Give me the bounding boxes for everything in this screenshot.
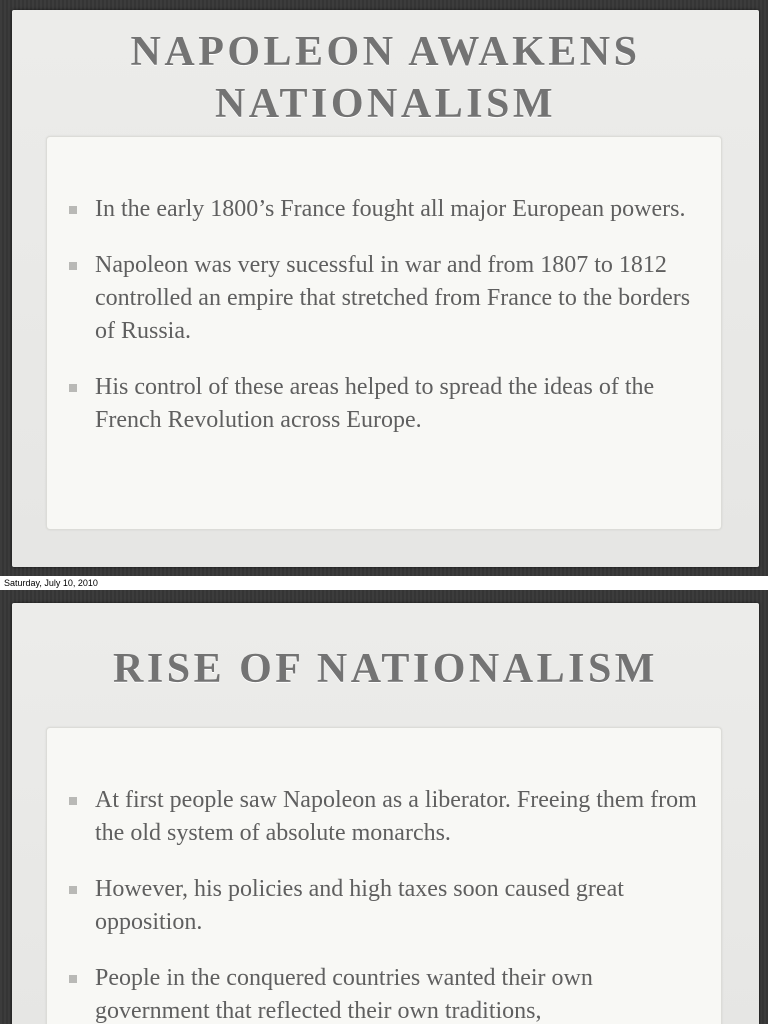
square-bullet-icon — [69, 975, 77, 983]
square-bullet-icon — [69, 797, 77, 805]
bullet-item — [67, 873, 703, 939]
bullet-text: His control of these areas helped to spread the ideas of the French Revolution across Europe. — [95, 374, 655, 433]
square-bullet-icon — [69, 384, 77, 392]
slide-title-line-1: RISE OF NATIONALISM — [113, 646, 658, 692]
square-bullet-icon — [69, 886, 77, 894]
slide-title-line-1: NAPOLEON AWAKENS — [130, 29, 641, 75]
bullet-item — [67, 962, 703, 1024]
square-bullet-icon — [69, 206, 77, 214]
bullet-text: At first people saw Napoleon as a liberator. Freeing them from the old system of absolute monarchs. — [95, 787, 697, 846]
slide-content-box — [46, 136, 722, 530]
bullet-item — [67, 193, 703, 226]
bullet-list — [67, 784, 703, 1024]
bullet-item — [67, 249, 703, 348]
bullet-text: Napoleon was very sucessful in war and from 1807 to 1812 controlled an empire that stretched from France to the borders of Russia. — [95, 252, 691, 344]
slide-rise-of-nationalism — [12, 603, 759, 1024]
slide-title — [12, 26, 759, 130]
bullet-item — [67, 371, 703, 437]
bullet-list — [67, 193, 703, 460]
slide-title — [12, 643, 759, 695]
slide-content-box — [46, 727, 722, 1024]
bullet-item — [67, 784, 703, 850]
slide-napoleon-awakens-nationalism — [12, 10, 759, 567]
slide-title-line-2: NATIONALISM — [214, 81, 557, 127]
date-footer: Saturday, July 10, 2010 — [0, 576, 768, 590]
bullet-text: People in the conquered countries wanted their own government that reflected their own traditions, — [95, 965, 593, 1024]
bullet-text: However, his policies and high taxes soon caused great opposition. — [95, 876, 624, 935]
bullet-text: In the early 1800’s France fought all major European powers. — [95, 196, 686, 222]
square-bullet-icon — [69, 262, 77, 270]
